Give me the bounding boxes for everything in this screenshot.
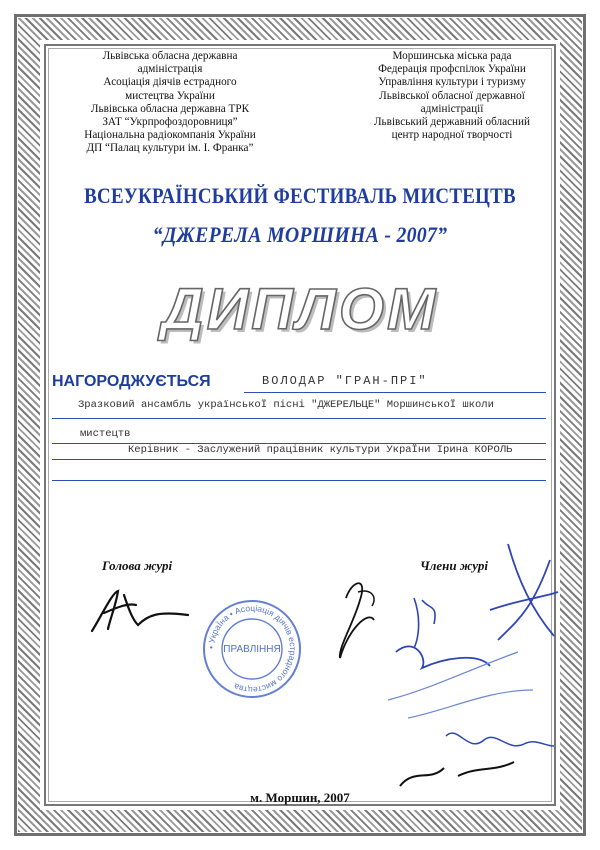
festival-subtitle: “ДЖЕРЕЛА МОРШИНА - 2007” — [152, 222, 448, 247]
diploma-heading: ДИПЛОМ — [161, 277, 439, 342]
award-title: ВОЛОДАР "ГРАН-ПРІ" — [262, 374, 428, 388]
chair-signature — [88, 585, 198, 635]
organizers-right — [336, 50, 568, 142]
organizer-line: ДП “Палац культури ім. І. Франка” — [86, 142, 254, 155]
city-year: м. Моршин, 2007 — [250, 790, 350, 805]
seal-center-text: ПРАВЛІННЯ — [223, 644, 281, 655]
organizer-line: мистецтва України — [125, 89, 215, 102]
organizer-line: адміністрація — [137, 63, 203, 76]
organizer-line: Управління культури і туризму — [378, 76, 526, 89]
fill-line — [52, 459, 546, 460]
organizer-line: Національна радіокомпанія України — [84, 129, 256, 142]
seal-ring-text: • УкраЇна • Асоціація діячів естрадного мистецтва — [205, 602, 299, 696]
recipient-text: Зразковий ансамбль українськоЇ пісні "ДЖЕРЕЛЬЦЕ" МоршинськоЇ школи — [78, 399, 494, 411]
seal-stamp — [200, 597, 304, 701]
organizer-line: ЗАТ “Укрпрофоздоровниця” — [102, 116, 238, 129]
organizer-line: Львівський державний обласний — [373, 116, 531, 129]
jury-members-label: Члени журі — [420, 558, 488, 573]
fill-line — [244, 392, 546, 393]
organizer-line: Моршинська міська рада — [392, 50, 512, 62]
organizer-line: Львівська обласна державна ТРК — [90, 102, 250, 115]
awarded-label: НАГОРОДЖУЄТЬСЯ — [52, 373, 211, 390]
leader-text: Керівник - Заслужений працівник культури УкраЇни Ірина КОРОЛЬ — [128, 444, 513, 456]
festival-title: ВСЕУКРАЇНСЬКИЙ ФЕСТИВАЛЬ МИСТЕЦТВ — [84, 183, 516, 208]
fill-line — [52, 418, 546, 419]
member-signatures — [318, 540, 563, 790]
organizer-line: адміністрації — [420, 102, 484, 115]
organizer-line: Федерація профспілок України — [378, 63, 526, 76]
organizer-line: Львівська обласна державна — [102, 50, 238, 62]
organizer-line: Львівської обласної державної — [379, 89, 525, 102]
jury-chair-label: Голова журі — [102, 558, 173, 573]
recipient-text-continued: мистецтв — [80, 428, 131, 440]
organizer-line: центр народної творчості — [391, 129, 513, 142]
organizers-left — [60, 50, 280, 156]
organizer-line: Асоціація діячів естрадного — [103, 76, 237, 89]
fill-line — [52, 480, 546, 481]
